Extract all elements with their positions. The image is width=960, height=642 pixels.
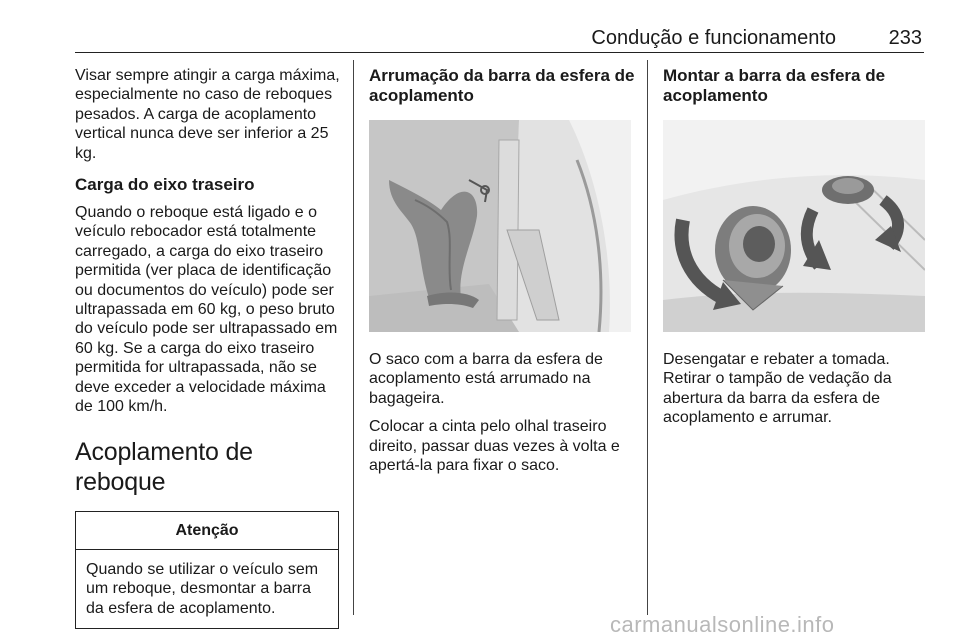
rear-axle-heading: Carga do eixo traseiro	[75, 175, 255, 195]
storage-heading: Arrumação da barra da esfera de acoplamento	[369, 66, 635, 105]
storage-illustration	[369, 120, 631, 332]
section-title: Condução e funcionamento	[591, 27, 836, 49]
column-middle	[369, 66, 635, 484]
page-number: 233	[888, 27, 922, 49]
storage-caption: O saco com a barra da esfera de acoplamento está arrumado na bagageira.	[369, 351, 603, 407]
column-right	[663, 66, 929, 437]
warning-text: Quando se utilizar o veículo sem um reboque, desmontar a barra da esfera de acoplamento.	[86, 560, 319, 617]
rear-axle-paragraph: Quando o reboque está ligado e o veículo rebocador está totalmente carregado, a carga do eixo traseiro permitida (ver placa de identificação ou documentos do veículo) pode ser ultrapassada em 60 kg, o peso bruto do veículo pode ser ultrapassado em 60 kg. Se a carga do eixo traseiro permitida for ultrapassada, não se deve exceder a velocidade máxima de 100 km/h.	[75, 204, 338, 416]
mounting-illustration	[663, 120, 925, 332]
page-header	[75, 26, 924, 53]
mounting-heading: Montar a barra da esfera de acoplamento	[663, 66, 886, 105]
column-divider	[353, 60, 354, 615]
intro-paragraph: Visar sempre atingir a carga máxima, especialmente no caso de reboques pesados. A carga de acoplamento vertical nunca deve ser inferior a 25 kg.	[75, 67, 340, 162]
column-left	[75, 66, 341, 629]
socket-image	[663, 120, 925, 332]
trunk-bag-image	[369, 120, 631, 332]
warning-title: Atenção	[76, 512, 338, 550]
storage-instruction: Colocar a cinta pelo olhal traseiro direito, passar duas vezes à volta e apertá-la para fixar o saco.	[369, 418, 620, 475]
warning-box	[75, 511, 339, 630]
towbar-heading: Acoplamento de reboque	[75, 437, 253, 496]
column-divider	[647, 60, 648, 615]
mounting-text: Desengatar e rebater a tomada. Retirar o tampão de vedação da abertura da barra da esfera de acoplamento e arrumar.	[663, 351, 892, 427]
watermark: carmanualsonline.info	[610, 612, 835, 637]
